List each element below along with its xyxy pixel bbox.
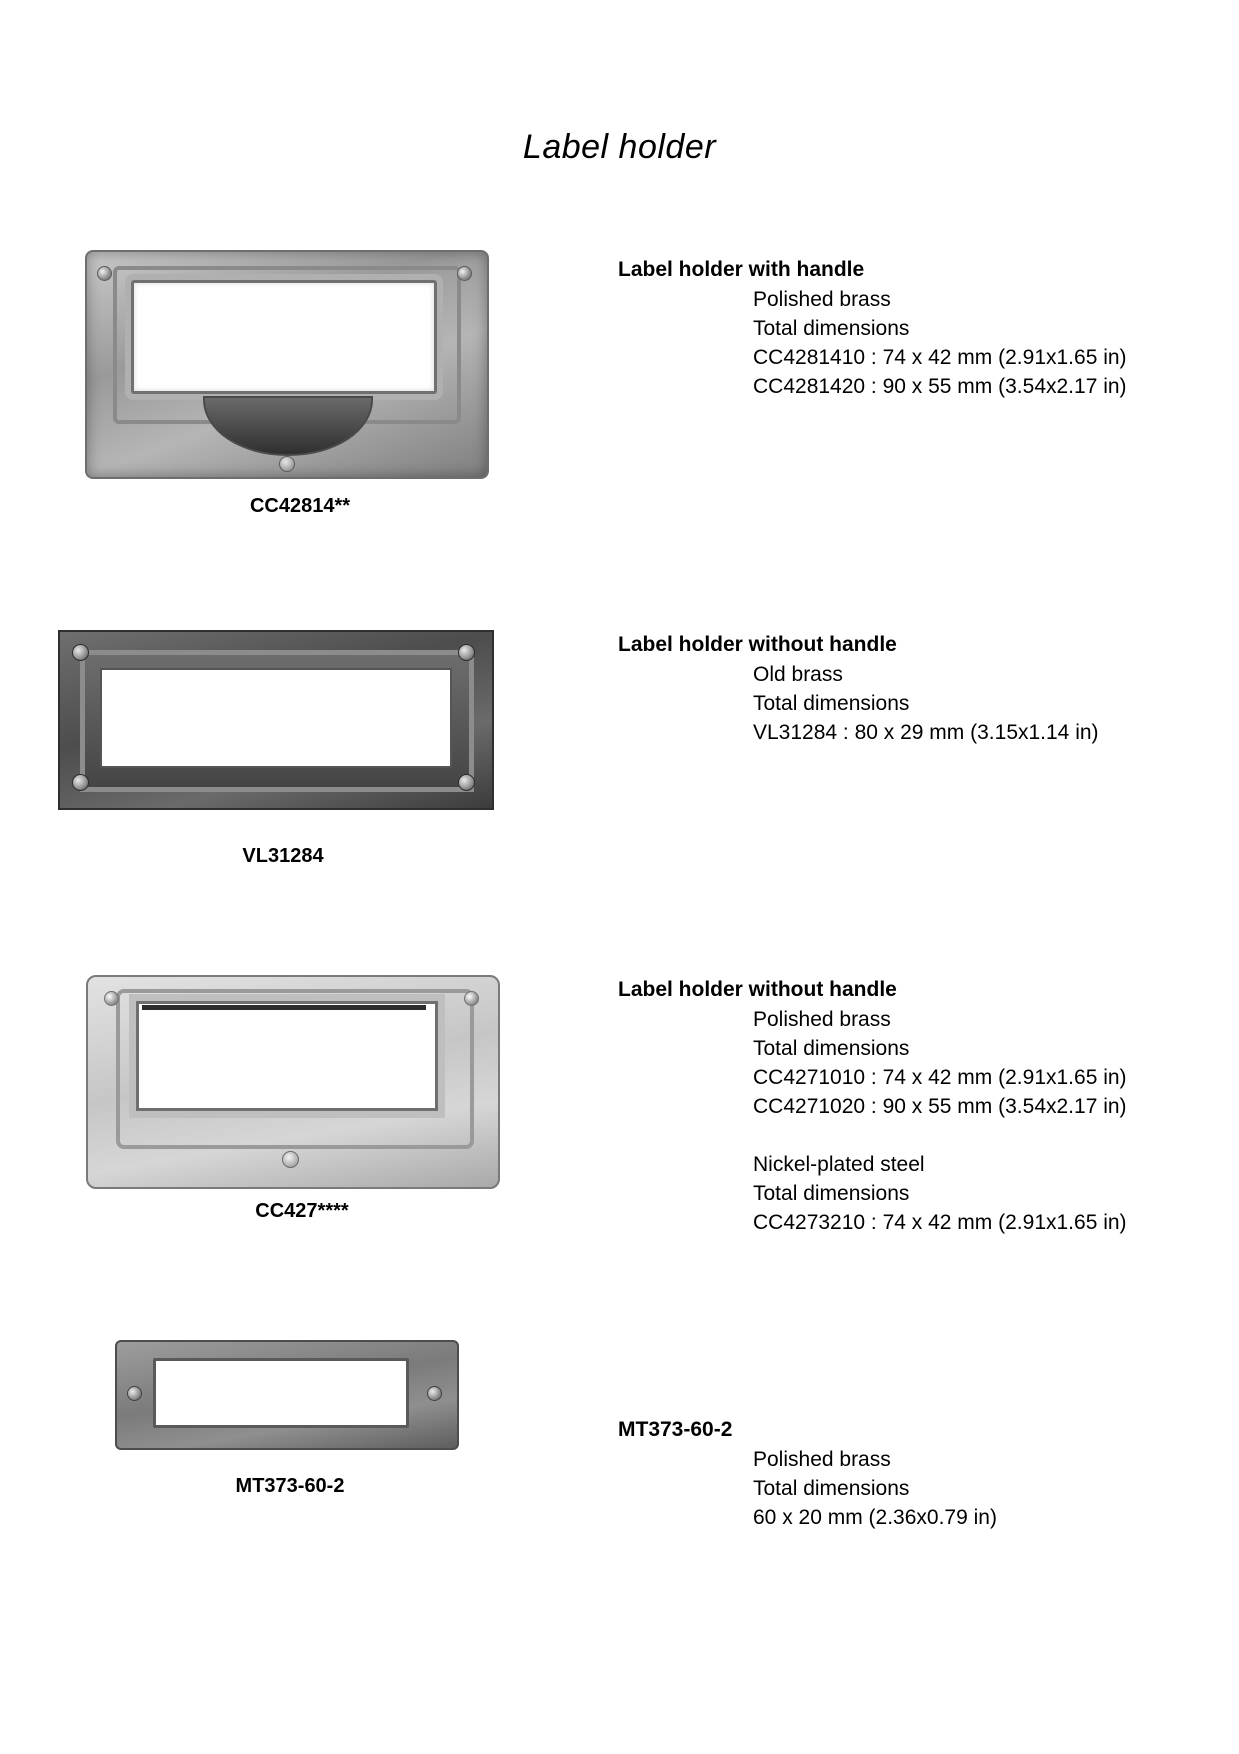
product-description-cc427 [618, 975, 1198, 1237]
product-row-cc42814 [0, 250, 1239, 550]
product-caption: VL31284 [242, 845, 324, 867]
product-line: CC4271020 : 90 x 55 mm (3.54x2.17 in) [753, 1095, 1127, 1118]
label-window [153, 1358, 409, 1428]
product-caption: MT373-60-2 [235, 1475, 345, 1497]
product-image-vl31284 [58, 630, 508, 870]
product-row-cc427 [0, 975, 1239, 1255]
product-line-alt: Total dimensions [753, 1182, 910, 1205]
screw-hole [427, 1386, 442, 1401]
product-line: CC4271010 : 74 x 42 mm (2.91x1.65 in) [753, 1066, 1127, 1089]
screw-hole [279, 456, 295, 472]
screw-hole [458, 644, 475, 661]
product-line: VL31284 : 80 x 29 mm (3.15x1.14 in) [753, 721, 1099, 744]
product-row-vl31284 [0, 630, 1239, 890]
product-line: Total dimensions [753, 317, 910, 340]
product-row-mt373 [0, 1340, 1239, 1560]
product-line: Total dimensions [753, 1037, 910, 1060]
product-line-alt: Nickel-plated steel [753, 1153, 925, 1176]
product-heading: Label holder without handle [618, 633, 897, 656]
spacer [618, 1121, 1198, 1150]
screw-hole [72, 774, 89, 791]
product-line: Total dimensions [753, 692, 910, 715]
screw-hole [127, 1386, 142, 1401]
product-line: CC4281410 : 74 x 42 mm (2.91x1.65 in) [753, 346, 1127, 369]
product-image-mt373 [115, 1340, 465, 1540]
product-line: Polished brass [753, 288, 891, 311]
product-line: Polished brass [753, 1448, 891, 1471]
product-description-vl31284 [618, 630, 1198, 747]
screw-hole [104, 991, 119, 1006]
product-image-cc42814 [75, 250, 525, 540]
screw-hole [457, 266, 472, 281]
product-line: CC4281420 : 90 x 55 mm (3.54x2.17 in) [753, 375, 1127, 398]
screw-hole [72, 644, 89, 661]
product-heading: Label holder without handle [618, 978, 897, 1001]
screw-hole [97, 266, 112, 281]
product-line: Polished brass [753, 1008, 891, 1031]
product-heading: Label holder with handle [618, 258, 865, 281]
screw-hole [464, 991, 479, 1006]
product-line-alt: CC4273210 : 74 x 42 mm (2.91x1.65 in) [753, 1211, 1127, 1234]
product-heading: MT373-60-2 [618, 1418, 733, 1441]
product-caption: CC427**** [255, 1200, 349, 1222]
product-line: Total dimensions [753, 1477, 910, 1500]
label-slot [142, 1005, 426, 1010]
label-window [100, 668, 452, 768]
product-description-cc42814 [618, 255, 1198, 401]
product-line: Old brass [753, 663, 843, 686]
product-description-mt373 [618, 1415, 1198, 1532]
label-window [131, 280, 437, 394]
screw-hole [458, 774, 475, 791]
label-window [136, 1001, 438, 1111]
page-title: Label holder [522, 128, 717, 166]
product-line: 60 x 20 mm (2.36x0.79 in) [753, 1506, 997, 1529]
screw-hole [282, 1151, 299, 1168]
product-caption: CC42814** [249, 495, 351, 517]
product-image-cc427 [72, 975, 532, 1235]
